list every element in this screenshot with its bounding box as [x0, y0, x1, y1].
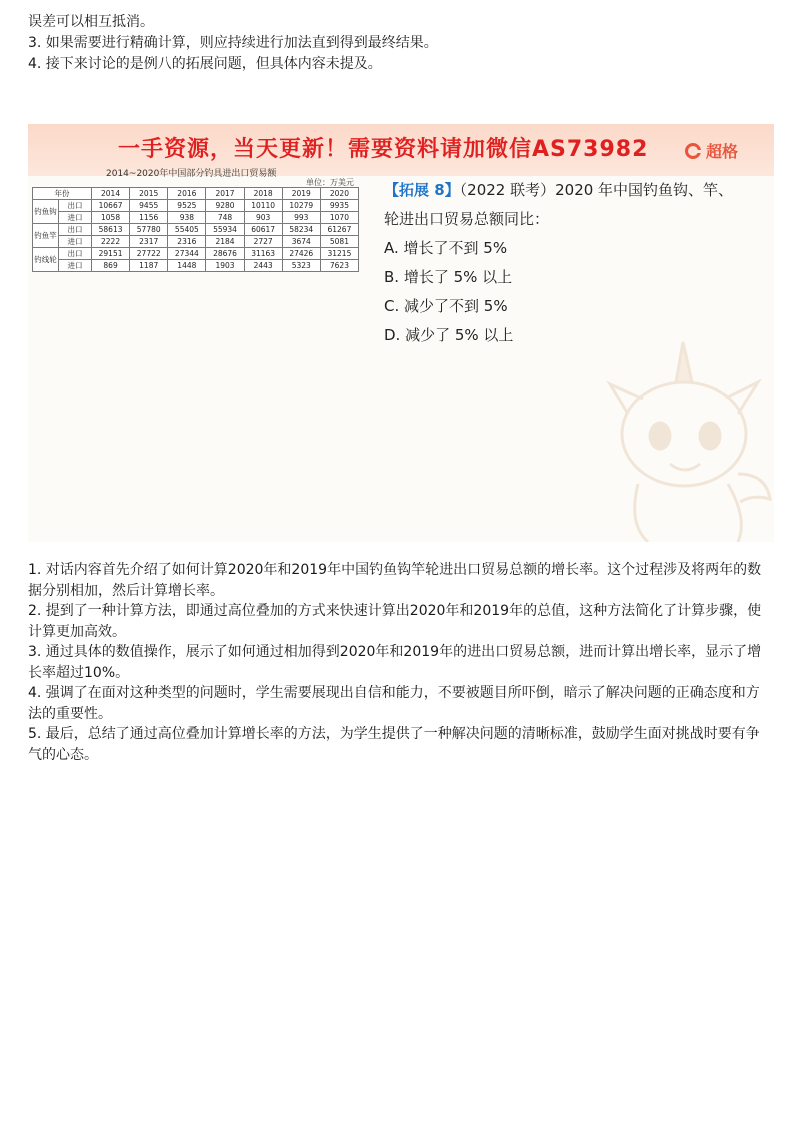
value-cell: 60617: [244, 224, 282, 236]
value-cell: 5081: [320, 236, 358, 248]
value-cell: 9280: [206, 200, 244, 212]
value-cell: 2317: [130, 236, 168, 248]
table-row: [33, 260, 359, 272]
top-notes: [28, 12, 768, 75]
header-cell: 2015: [130, 188, 168, 200]
group-name-cell: 钓鱼竿: [33, 224, 59, 248]
table-caption: 2014~2020年中国部分钓具进出口贸易额: [106, 169, 277, 179]
table-row: [33, 200, 359, 212]
value-cell: 2727: [244, 236, 282, 248]
question-stem-line1: （2022 联考）2020 年中国钓鱼钩、竿、: [459, 181, 734, 199]
value-cell: 1448: [168, 260, 206, 272]
value-cell: 993: [282, 212, 320, 224]
trade-type-cell: 出口: [59, 200, 92, 212]
value-cell: 10279: [282, 200, 320, 212]
value-cell: 1070: [320, 212, 358, 224]
trade-type-cell: 出口: [59, 224, 92, 236]
value-cell: 58613: [92, 224, 130, 236]
value-cell: 27426: [282, 248, 320, 260]
mascot-watermark-icon: [588, 324, 774, 542]
banner-text: 一手资源，当天更新！需要资料请加微信AS73982: [118, 137, 649, 162]
value-cell: 55934: [206, 224, 244, 236]
table-row: [33, 248, 359, 260]
lecture-slide: [28, 124, 774, 542]
summary-item: 1. 对话内容首先介绍了如何计算2020年和2019年中国钓鱼钩竿轮进出口贸易总额的增长率。这个过程涉及将两年的数据分别相加，然后计算增长率。: [28, 562, 762, 599]
note-line: 4. 接下来讨论的是例八的拓展问题，但具体内容未提及。: [28, 56, 382, 72]
summary: [28, 560, 768, 765]
brand-name: 超格: [705, 142, 738, 161]
value-cell: 61267: [320, 224, 358, 236]
brand-logo-icon: [685, 143, 701, 159]
header-cell: 年份: [33, 188, 92, 200]
value-cell: 2222: [92, 236, 130, 248]
value-cell: 29151: [92, 248, 130, 260]
trade-type-cell: 进口: [59, 212, 92, 224]
question-stem: [384, 176, 764, 205]
trade-type-cell: 进口: [59, 236, 92, 248]
table-row: [33, 212, 359, 224]
option-c: C. 减少了不到 5%: [384, 297, 508, 315]
option-a: A. 增长了不到 5%: [384, 239, 508, 257]
value-cell: 2184: [206, 236, 244, 248]
header-cell: 2018: [244, 188, 282, 200]
value-cell: 903: [244, 212, 282, 224]
note-line: 3. 如果需要进行精确计算，则应持续进行加法直到得到最终结果。: [28, 35, 438, 51]
table-row: [33, 224, 359, 236]
value-cell: 55405: [168, 224, 206, 236]
trade-type-cell: 出口: [59, 248, 92, 260]
group-name-cell: 钓线轮: [33, 248, 59, 272]
value-cell: 27722: [130, 248, 168, 260]
question-stem-line2: 轮进出口贸易总额同比：: [384, 210, 550, 228]
summary-item: 4. 强调了在面对这种类型的问题时，学生需要展现出自信和能力，不要被题目所吓倒，暗示了解决问题的正确态度和方法的重要性。: [28, 685, 760, 722]
option-d: D. 减少了 5% 以上: [384, 326, 514, 344]
option-b: B. 增长了 5% 以上: [384, 268, 513, 286]
value-cell: 31163: [244, 248, 282, 260]
summary-item: 2. 提到了一种计算方法，即通过高位叠加的方式来快速计算出2020年和2019年的总值，这种方法简化了计算步骤，使计算更加高效。: [28, 603, 762, 640]
header-cell: 2020: [320, 188, 358, 200]
value-cell: 28676: [206, 248, 244, 260]
value-cell: 57780: [130, 224, 168, 236]
value-cell: 1903: [206, 260, 244, 272]
value-cell: 27344: [168, 248, 206, 260]
trade-table: [32, 187, 359, 272]
brand: [685, 139, 738, 162]
header-cell: 2016: [168, 188, 206, 200]
note-line: 误差可以相互抵消。: [28, 14, 154, 30]
group-name-cell: 钓鱼钩: [33, 200, 59, 224]
value-cell: 2316: [168, 236, 206, 248]
value-cell: 9935: [320, 200, 358, 212]
value-cell: 9525: [168, 200, 206, 212]
table-header-row: [33, 188, 359, 200]
header-cell: 2019: [282, 188, 320, 200]
value-cell: 1156: [130, 212, 168, 224]
value-cell: 1058: [92, 212, 130, 224]
value-cell: 1187: [130, 260, 168, 272]
value-cell: 9455: [130, 200, 168, 212]
value-cell: 58234: [282, 224, 320, 236]
value-cell: 938: [168, 212, 206, 224]
value-cell: 5323: [282, 260, 320, 272]
question-tag: 【拓展 8】: [384, 181, 460, 199]
value-cell: 7623: [320, 260, 358, 272]
value-cell: 31215: [320, 248, 358, 260]
value-cell: 3674: [282, 236, 320, 248]
header-cell: 2017: [206, 188, 244, 200]
value-cell: 748: [206, 212, 244, 224]
trade-type-cell: 进口: [59, 260, 92, 272]
value-cell: 869: [92, 260, 130, 272]
table-unit: 单位：万美元: [306, 178, 354, 187]
value-cell: 2443: [244, 260, 282, 272]
table-row: [33, 236, 359, 248]
summary-item: 5. 最后，总结了通过高位叠加计算增长率的方法，为学生提供了一种解决问题的清晰标准，鼓励学生面对挑战时要有争气的心态。: [28, 726, 760, 763]
value-cell: 10110: [244, 200, 282, 212]
header-cell: 2014: [92, 188, 130, 200]
summary-item: 3. 通过具体的数值操作，展示了如何通过相加得到2020年和2019年的进出口贸易总额，进而计算出增长率，显示了增长率超过10%。: [28, 644, 762, 681]
value-cell: 10667: [92, 200, 130, 212]
